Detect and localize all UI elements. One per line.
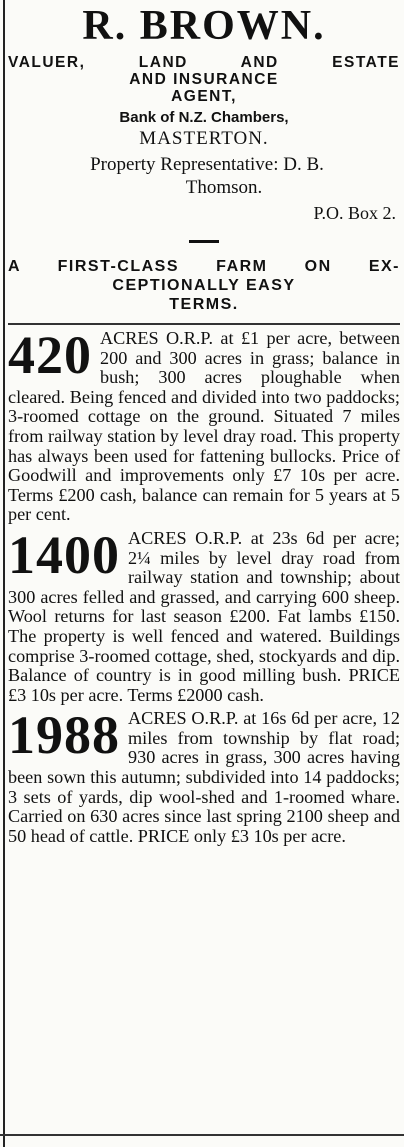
occupation-line-3: AGENT, bbox=[171, 88, 237, 105]
listing-text: ACRES O.R.P. at 23s 6d per acre; 2¼ miles by level dray road from railway station and township; about 300 acres felled and grassed, and carrying 600 sheep. Wool returns for last season £200. Fat lambs £150. The property is well fenced and watered. Buildings comprise 3-roomed cottage, shed, stockyards and dip. Balance of country is in good milling bush. PRICE £3 10s per acre. Terms £2000 cash. bbox=[8, 527, 400, 705]
listing-420 bbox=[8, 325, 400, 525]
town-name: MASTERTON. bbox=[139, 128, 269, 149]
listing-text: ACRES O.R.P. at 16s 6d per acre, 12 miles from township by flat road; 930 acres in grass, 300 acres having been sown this autumn; subdivided into 14 paddocks; 3 sets of yards, dip wool-shed and 1-roomed whare. Carried on 630 acres since last spring 2100 sheep and 50 head of cattle. PRICE only £3 10s per acre. bbox=[8, 708, 400, 846]
headline-line-2: CEPTIONALLY EASY bbox=[112, 277, 296, 294]
headline-line-3: TERMS. bbox=[169, 296, 239, 313]
bottom-rule bbox=[0, 1134, 404, 1136]
column-rule bbox=[3, 0, 5, 1147]
listing-1400 bbox=[8, 524, 400, 705]
representative-line-2: Thomson. bbox=[185, 177, 263, 198]
listing-acreage: 420 bbox=[8, 325, 92, 385]
section-dash bbox=[189, 240, 219, 243]
listing-1988 bbox=[8, 705, 400, 846]
advertiser-name: R. BROWN. bbox=[82, 3, 326, 49]
headline-line-1: A FIRST-CLASS FARM ON EX- bbox=[8, 258, 400, 275]
po-box: P.O. Box 2. bbox=[313, 203, 396, 223]
listing-acreage: 1400 bbox=[8, 524, 120, 585]
advertisement bbox=[8, 0, 400, 846]
occupation-line-1: VALUER, LAND AND ESTATE bbox=[8, 54, 400, 71]
occupation-line-2: AND INSURANCE bbox=[129, 71, 279, 88]
listing-text: ACRES O.R.P. at £1 per acre, between 200 and 300 acres in grass; balance in bush; 300 acres ploughable when cleared. Being fenced and divided into two paddocks; 3-roomed cottage on the ground. Situated 7 miles from railway station by level dray road. This property has always been used for fattening bullocks. Price of Goodwill and improvements only £7 10s per acre. Terms £200 cash, balance can remain for 5 years at 5 per cent. bbox=[8, 328, 400, 525]
listing-acreage: 1988 bbox=[8, 705, 120, 766]
office-address: Bank of N.Z. Chambers, bbox=[119, 109, 289, 126]
representative-line-1: Property Representative: D. B. bbox=[90, 154, 324, 175]
